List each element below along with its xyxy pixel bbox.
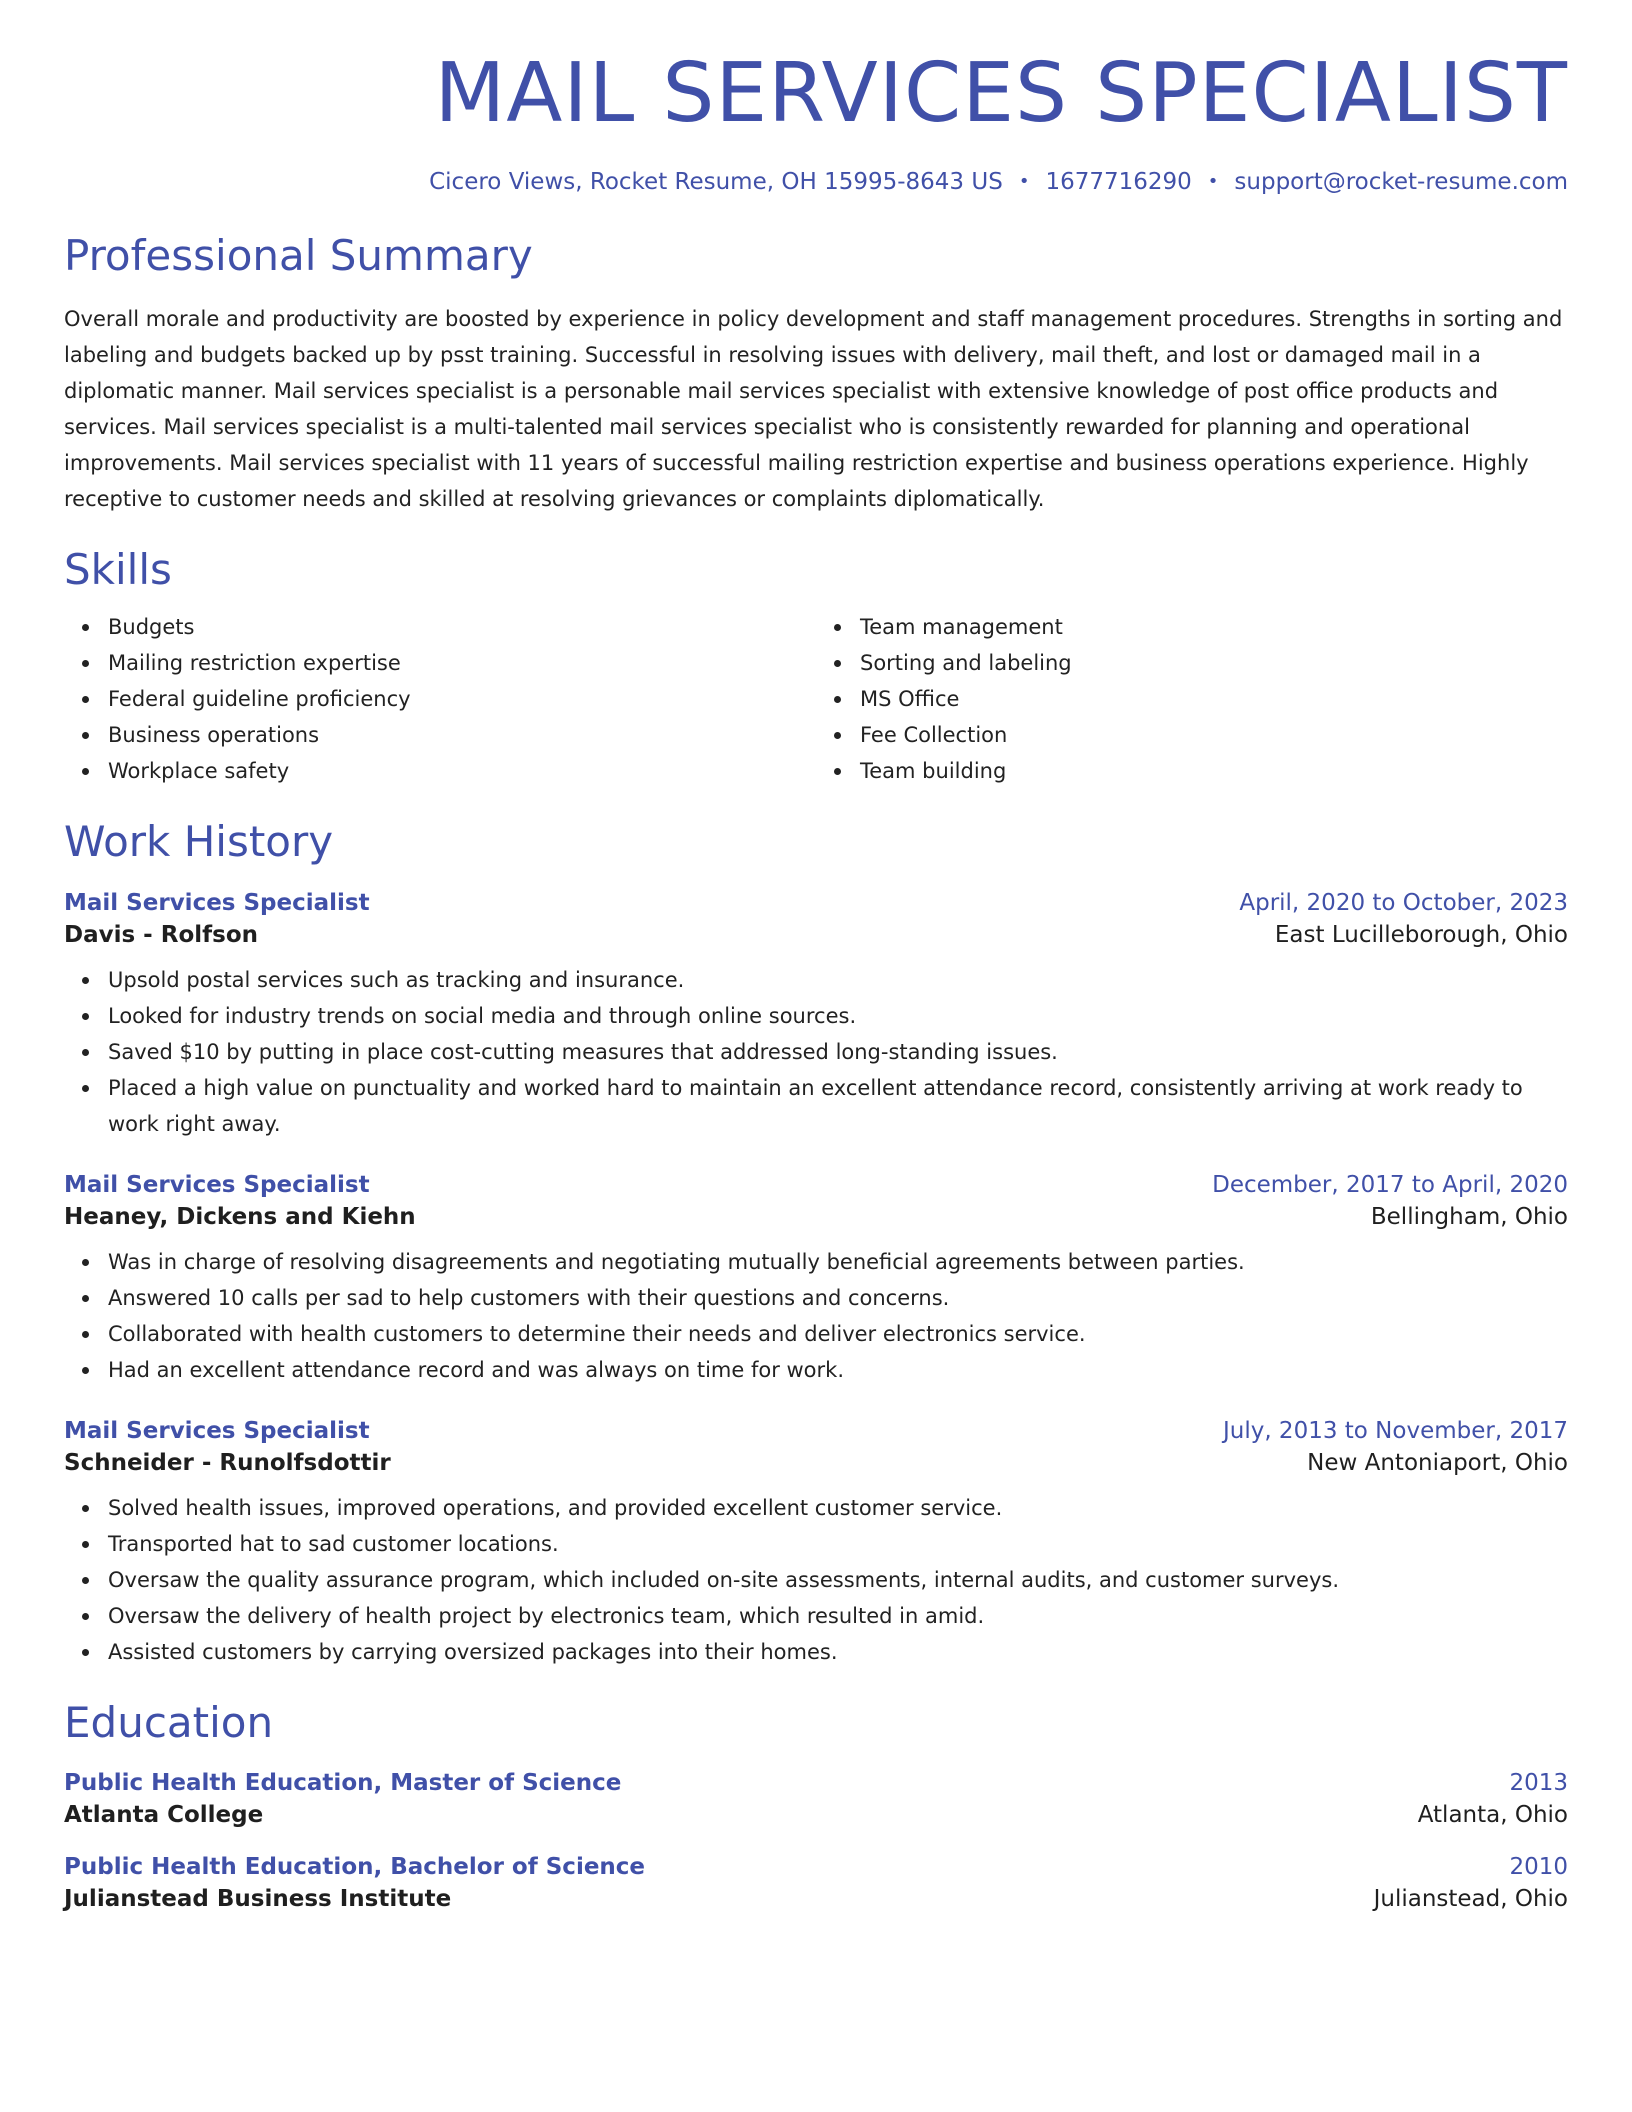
skills-column-left xyxy=(64,609,816,789)
job-bullets xyxy=(64,1490,1568,1670)
job-header-row xyxy=(64,1172,1568,1198)
resume-name: MAIL SERVICES SPECIALIST xyxy=(434,46,1568,141)
job-title: Mail Services Specialist xyxy=(64,1171,370,1198)
job-bullet: Assisted customers by carrying oversized packages into their homes. xyxy=(108,1634,1568,1670)
skill-item: MS Office xyxy=(860,681,1568,717)
job-location: Bellingham, Ohio xyxy=(1370,1203,1568,1230)
education-degree-row xyxy=(64,1770,1568,1796)
job-company-row xyxy=(64,1204,1568,1230)
section-title-education: Education xyxy=(64,1697,274,1747)
job-bullet: Saved $10 by putting in place cost-cutting measures that addressed long-standing issues. xyxy=(108,1034,1568,1070)
job-company: Davis - Rolfson xyxy=(64,921,259,948)
education-school-row xyxy=(64,1886,1568,1912)
skill-item: Federal guideline proficiency xyxy=(108,681,816,717)
job-bullet: Oversaw the delivery of health project by electronics team, which resulted in amid. xyxy=(108,1598,1568,1634)
job-bullet: Was in charge of resolving disagreements and negotiating mutually beneficial agreements between parties. xyxy=(108,1244,1568,1280)
skill-item: Sorting and labeling xyxy=(860,645,1568,681)
job-bullet: Placed a high value on punctuality and worked hard to maintain an excellent attendance record, consistently arriving at work ready to work right away. xyxy=(108,1070,1568,1142)
resume-header xyxy=(64,0,1568,195)
work-history-section xyxy=(64,817,1568,1669)
skill-item: Team building xyxy=(860,753,1568,789)
job-dates: April, 2020 to October, 2023 xyxy=(1239,889,1568,916)
skill-item: Fee Collection xyxy=(860,717,1568,753)
contact-separator: • xyxy=(1207,170,1219,192)
job-bullet: Looked for industry trends on social media and through online sources. xyxy=(108,998,1568,1034)
contact-email[interactable]: support@rocket-resume.com xyxy=(1234,168,1568,195)
contact-address: Cicero Views, Rocket Resume, OH 15995-8643 US xyxy=(429,168,1003,195)
section-title-work-history: Work History xyxy=(64,817,334,867)
skill-item: Team management xyxy=(860,609,1568,645)
job-title: Mail Services Specialist xyxy=(64,1417,370,1444)
skill-item: Workplace safety xyxy=(108,753,816,789)
section-title-skills: Skills xyxy=(64,544,172,594)
education-year: 2010 xyxy=(1509,1854,1568,1881)
education-location: Julianstead, Ohio xyxy=(1373,1886,1568,1913)
education-entry xyxy=(64,1854,1568,1912)
job-location: New Antoniaport, Ohio xyxy=(1307,1449,1568,1476)
job-entry xyxy=(64,1418,1568,1670)
education-section xyxy=(64,1698,1568,1912)
education-school: Julianstead Business Institute xyxy=(64,1886,452,1913)
skill-item: Mailing restriction expertise xyxy=(108,645,816,681)
section-title-summary: Professional Summary xyxy=(64,230,533,280)
job-company: Heaney, Dickens and Kiehn xyxy=(64,1203,416,1230)
contact-line xyxy=(64,169,1568,195)
job-dates: December, 2017 to April, 2020 xyxy=(1212,1171,1568,1198)
skills-section xyxy=(64,545,1568,789)
job-header-row xyxy=(64,1418,1568,1444)
education-entry xyxy=(64,1770,1568,1828)
skills-grid xyxy=(64,609,1568,789)
job-bullet: Transported hat to sad customer locations. xyxy=(108,1526,1568,1562)
job-location: East Lucilleborough, Ohio xyxy=(1274,921,1568,948)
job-entry xyxy=(64,1172,1568,1388)
job-entry xyxy=(64,890,1568,1142)
summary-text: Overall morale and productivity are boosted by experience in policy development and staff management procedures. Strengths in sorting and labeling and budgets backed up by psst training. Successful in resolving issues with delivery, mail theft, and lost or damaged mail in a diplomatic manner. Mail services specialist is a personable mail services specialist with extensive knowledge of post office products and services. Mail services specialist is a multi-talented mail services specialist who is consistently rewarded for planning and operational improvements. Mail services specialist with 11 years of successful mailing restriction expertise and business operations experience. Highly receptive to customer needs and skilled at resolving grievances or complaints diplomatically. xyxy=(64,306,1563,511)
education-location: Atlanta, Ohio xyxy=(1417,1802,1568,1829)
skills-column-right xyxy=(816,609,1568,789)
job-bullet: Upsold postal services such as tracking and insurance. xyxy=(108,962,1568,998)
skill-item: Budgets xyxy=(108,609,816,645)
job-company-row xyxy=(64,922,1568,948)
job-bullet: Collaborated with health customers to determine their needs and deliver electronics service. xyxy=(108,1316,1568,1352)
job-bullet: Oversaw the quality assurance program, which included on-site assessments, internal audits, and customer surveys. xyxy=(108,1562,1568,1598)
job-bullet: Solved health issues, improved operations, and provided excellent customer service. xyxy=(108,1490,1568,1526)
education-degree: Public Health Education, Master of Science xyxy=(64,1770,622,1797)
contact-phone: 1677716290 xyxy=(1045,168,1192,195)
job-header-row xyxy=(64,890,1568,916)
job-dates: July, 2013 to November, 2017 xyxy=(1222,1417,1568,1444)
education-year: 2013 xyxy=(1509,1770,1568,1797)
education-degree: Public Health Education, Bachelor of Science xyxy=(64,1854,646,1881)
job-bullets xyxy=(64,962,1568,1142)
job-title: Mail Services Specialist xyxy=(64,889,370,916)
professional-summary-section xyxy=(64,231,1568,517)
education-school-row xyxy=(64,1802,1568,1828)
job-bullet: Answered 10 calls per sad to help customers with their questions and concerns. xyxy=(108,1280,1568,1316)
job-company-row xyxy=(64,1450,1568,1476)
education-degree-row xyxy=(64,1854,1568,1880)
education-school: Atlanta College xyxy=(64,1802,264,1829)
job-company: Schneider - Runolfsdottir xyxy=(64,1449,391,1476)
job-bullet: Had an excellent attendance record and was always on time for work. xyxy=(108,1352,1568,1388)
job-bullets xyxy=(64,1244,1568,1388)
skill-item: Business operations xyxy=(108,717,816,753)
contact-separator: • xyxy=(1018,170,1030,192)
